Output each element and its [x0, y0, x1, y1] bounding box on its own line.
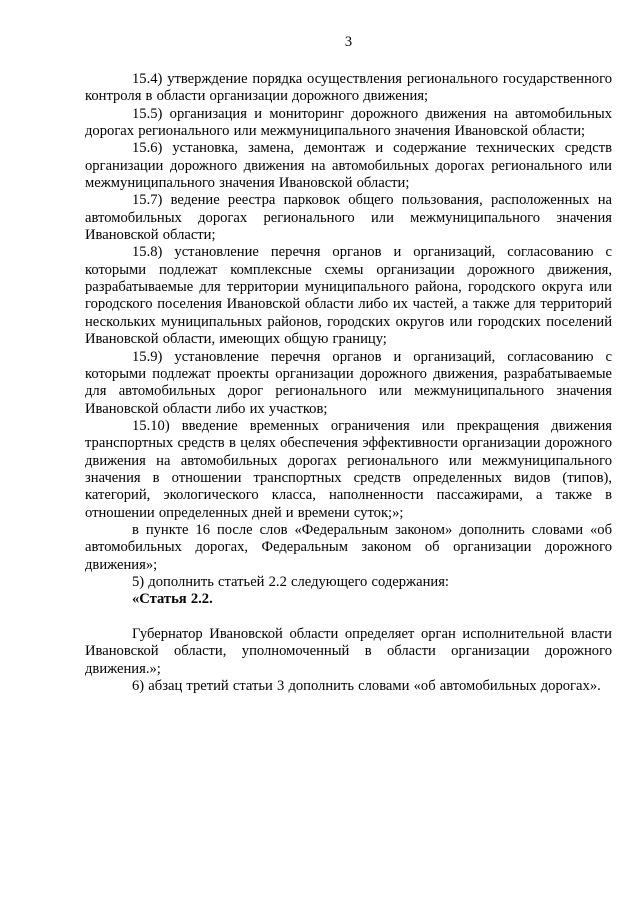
paragraph: 15.8) установление перечня органов и организаций, согласованию с которыми подлежат комплексные схемы организации дорожного движения, разрабатываемые для территории муниципального района, городского округа или городского поселения Ивановской области либо их частей, а также для территорий нескольких муниципальных районов, городских округов или городских поселений Ивановской области, имеющих общую границу; [85, 244, 612, 348]
paragraph: 15.9) установление перечня органов и организаций, согласованию с которыми подлежат проекты организации дорожного движения, разрабатываемые для автомобильных дорог регионального или межмуниципального значения Ивановской области либо их участков; [85, 348, 612, 417]
paragraph: в пункте 16 после слов «Федеральным законом» дополнить словами «об автомобильных дорогах, Федеральным законом об организации дорожного движения»; [85, 521, 612, 573]
document-body [85, 71, 612, 695]
paragraph: 5) дополнить статьей 2.2 следующего содержания: [132, 573, 449, 590]
paragraph: 15.7) ведение реестра парковок общего пользования, расположенных на автомобильных дорогах регионального или межмуниципального значения Ивановской области; [85, 192, 612, 244]
paragraph: 15.10) введение временных ограничения или прекращения движения транспортных средств в целях обеспечения эффективности организации дорожного движения на автомобильных дорогах регионального или межмуниципального значения в отношении транспортных средств определенных видов (типов), категорий, экологического класса, наполненности пассажирами, а также в отношении определенных дней и времени суток;»; [85, 417, 612, 521]
paragraph: 6) абзац третий статьи 3 дополнить словами «об автомобильных дорогах». [132, 678, 601, 695]
page-number: 3 [344, 34, 353, 50]
paragraph: Губернатор Ивановской области определяет орган исполнительной власти Ивановской области, уполномоченный в области организации дорожного движения.»; [85, 626, 612, 677]
paragraph: 15.4) утверждение порядка осуществления регионального государственного контроля в области организации дорожного движения; [85, 71, 612, 105]
paragraph: 15.6) установка, замена, демонтаж и содержание технических средств организации дорожного движения на автомобильных дорогах регионального или межмуниципального значения Ивановской области; [85, 140, 612, 192]
paragraph: «Статья 2.2. [132, 591, 213, 608]
paragraph: 15.5) организация и мониторинг дорожного движения на автомобильных дорогах регионального или межмуниципального значения Ивановской области; [85, 105, 612, 140]
